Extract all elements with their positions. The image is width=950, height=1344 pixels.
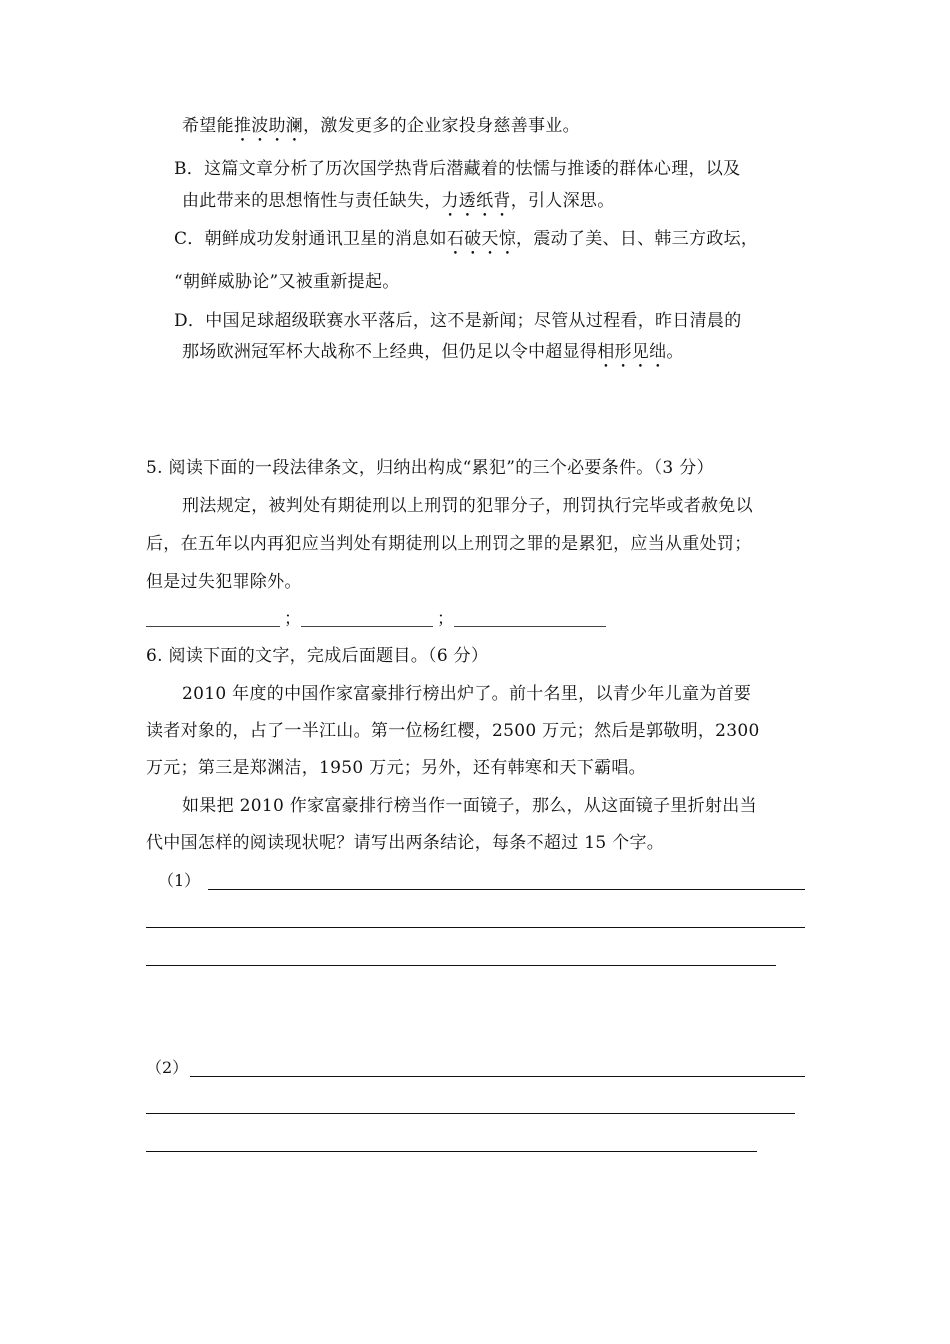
text-segment: ，激发更多的企业家投身慈善事业。: [303, 116, 580, 136]
q4-option-d-line2: [182, 341, 684, 372]
q6-answer2-label: （2）: [146, 1058, 189, 1077]
text-segment: 。: [666, 342, 684, 362]
q5-separator: ；: [284, 609, 302, 629]
emphasized-word: 推波助澜: [233, 116, 304, 136]
q6-stem: 6. 阅读下面的文字，完成后面题目。（6 分）: [146, 646, 489, 666]
q6-answer1-line1[interactable]: [208, 889, 805, 890]
q6-answer1-label: （1）: [158, 871, 201, 890]
q4-option-c-line1: [174, 228, 758, 259]
q6-answer1-line3[interactable]: [146, 965, 776, 966]
q6-paragraph1-line2: 读者对象的，占了一半江山。第一位杨红樱，2500 万元；然后是郭敬明，2300: [146, 721, 760, 741]
q5-answer-blank-1[interactable]: [146, 626, 280, 627]
q4-option-b-line2: [182, 190, 615, 221]
q5-stem: 5. 阅读下面的一段法律条文，归纳出构成“累犯”的三个必要条件。（3 分）: [146, 458, 714, 478]
q6-answer1-line2[interactable]: [146, 927, 805, 928]
text-segment: 那场欧洲冠军杯大战称不上经典，但仍足以令中超显得: [182, 342, 598, 362]
q5-paragraph-line1: 刑法规定，被判处有期徒刑以上刑罚的犯罪分子，刑罚执行完毕或者赦免以: [182, 496, 753, 516]
q5-answer-blank-3[interactable]: [454, 626, 606, 627]
q5-paragraph-line2: 后，在五年以内再犯应当判处有期徒刑以上刑罚之罪的是累犯，应当从重处罚；: [146, 534, 752, 554]
emphasized-word: 石破天惊: [446, 229, 517, 249]
q5-answer-blank-2[interactable]: [301, 626, 433, 627]
text-segment: ，引人深思。: [510, 191, 615, 211]
q6-paragraph2-line2: 代中国怎样的阅读现状呢？请写出两条结论，每条不超过 15 个字。: [146, 833, 665, 853]
q6-answer2-line1[interactable]: [190, 1076, 805, 1077]
q5-paragraph-line3: 但是过失犯罪除外。: [146, 572, 302, 592]
text-segment: C．朝鲜成功发射通讯卫星的消息如: [174, 229, 447, 249]
q6-paragraph1-line1: 2010 年度的中国作家富豪排行榜出炉了。前十名里，以青少年儿童为首要: [182, 684, 752, 704]
q6-answer2-line3[interactable]: [146, 1151, 757, 1152]
emphasized-word: 相形见绌: [597, 342, 667, 362]
q4-option-c-line2: “朝鲜威胁论”又被重新提起。: [174, 272, 400, 292]
text-segment: ，震动了美、日、韩三方政坛，: [516, 229, 759, 249]
q4-option-a-tail: [182, 115, 580, 146]
q4-option-d-line1: D．中国足球超级联赛水平落后，这不是新闻；尽管从过程看，昨日清晨的: [174, 311, 742, 331]
q4-option-b-line1: B．这篇文章分析了历次国学热背后潜藏着的怯懦与推诿的群体心理，以及: [174, 159, 741, 179]
q5-separator: ；: [437, 609, 455, 629]
q6-paragraph2-line1: 如果把 2010 作家富豪排行榜当作一面镜子，那么，从这面镜子里折射出当: [182, 796, 757, 816]
emphasized-word: 力透纸背: [441, 191, 511, 211]
q6-answer2-line2[interactable]: [146, 1113, 795, 1114]
q6-paragraph1-line3: 万元；第三是郑渊洁，1950 万元；另外，还有韩寒和天下霸唱。: [146, 758, 646, 778]
text-segment: 由此带来的思想惰性与责任缺失，: [182, 191, 442, 211]
text-segment: 希望能: [182, 116, 234, 136]
